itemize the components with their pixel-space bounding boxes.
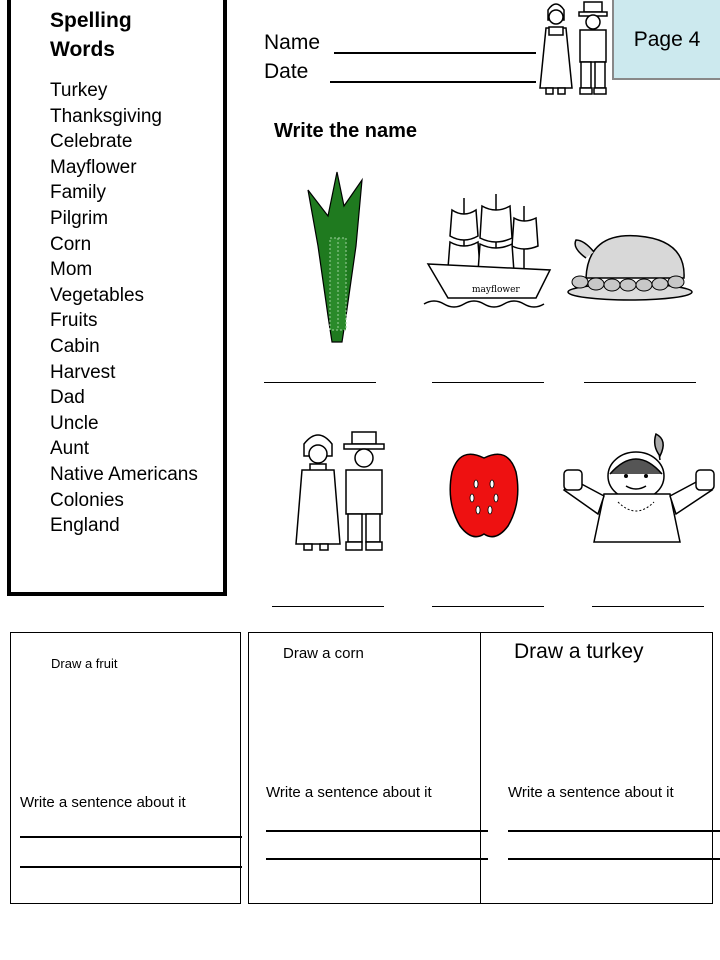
apple-icon <box>446 446 522 542</box>
pilgrims-icon <box>534 0 612 104</box>
spelling-title-line2: Words <box>50 38 115 61</box>
answer-line-corn[interactable] <box>264 382 376 383</box>
roast-turkey-icon <box>566 228 696 304</box>
spelling-word: Thanksgiving <box>50 105 162 127</box>
fruit-sentence-prompt: Write a sentence about it <box>20 794 186 811</box>
turkey-sentence-line-1[interactable] <box>508 830 720 832</box>
spelling-word: Turkey <box>50 80 108 101</box>
draw-turkey-prompt: Draw a turkey <box>514 640 644 663</box>
turkey-sentence-line-2[interactable] <box>508 858 720 860</box>
spelling-word: Aunt <box>50 438 90 460</box>
mayflower-ship-icon <box>424 188 554 318</box>
answer-line-apple[interactable] <box>432 606 544 607</box>
answer-line-ship[interactable] <box>432 382 544 383</box>
draw-corn-box[interactable] <box>248 632 481 904</box>
spelling-word: England <box>50 515 120 537</box>
date-label: Date <box>264 60 309 83</box>
spelling-word: Colonies <box>50 489 124 511</box>
section-title: Write the name <box>274 120 417 142</box>
spelling-word-list <box>50 78 198 539</box>
answer-line-child[interactable] <box>592 606 704 607</box>
ship-caption: mayflower <box>472 285 520 295</box>
spelling-word: Uncle <box>50 412 99 434</box>
spelling-word: Celebrate <box>50 131 133 153</box>
fruit-sentence-line-1[interactable] <box>20 836 242 838</box>
spelling-word: Corn <box>50 233 92 255</box>
pilgrim-couple-icon <box>292 430 388 560</box>
date-field[interactable] <box>330 81 536 83</box>
draw-corn-prompt: Draw a corn <box>283 645 364 662</box>
spelling-words-title <box>50 6 210 64</box>
page-number-badge <box>612 0 720 80</box>
draw-turkey-box[interactable] <box>481 632 713 904</box>
page-number: Page 4 <box>633 28 701 51</box>
spelling-word: Mom <box>50 259 93 281</box>
spelling-word: Dad <box>50 387 85 409</box>
name-field[interactable] <box>334 52 536 54</box>
name-label: Name <box>264 31 321 54</box>
answer-line-pilgrims[interactable] <box>272 606 384 607</box>
draw-fruit-box[interactable] <box>10 632 241 904</box>
spelling-word: Cabin <box>50 335 100 357</box>
corn-icon <box>302 166 372 346</box>
spelling-word: Mayflower <box>50 156 137 178</box>
corn-sentence-prompt: Write a sentence about it <box>266 784 432 801</box>
spelling-word: Vegetables <box>50 284 145 306</box>
spelling-word: Native Americans <box>50 463 198 485</box>
answer-line-turkey[interactable] <box>584 382 696 383</box>
fruit-sentence-line-2[interactable] <box>20 866 242 868</box>
corn-sentence-line-1[interactable] <box>266 830 488 832</box>
spelling-word: Fruits <box>50 310 98 332</box>
native-american-child-icon <box>560 430 720 546</box>
corn-sentence-line-2[interactable] <box>266 858 488 860</box>
spelling-word: Family <box>50 182 106 204</box>
draw-fruit-prompt: Draw a fruit <box>51 656 118 671</box>
spelling-title-line1: Spelling <box>50 9 132 32</box>
spelling-word: Harvest <box>50 361 116 383</box>
turkey-sentence-prompt: Write a sentence about it <box>508 784 674 801</box>
spelling-word: Pilgrim <box>50 207 109 229</box>
